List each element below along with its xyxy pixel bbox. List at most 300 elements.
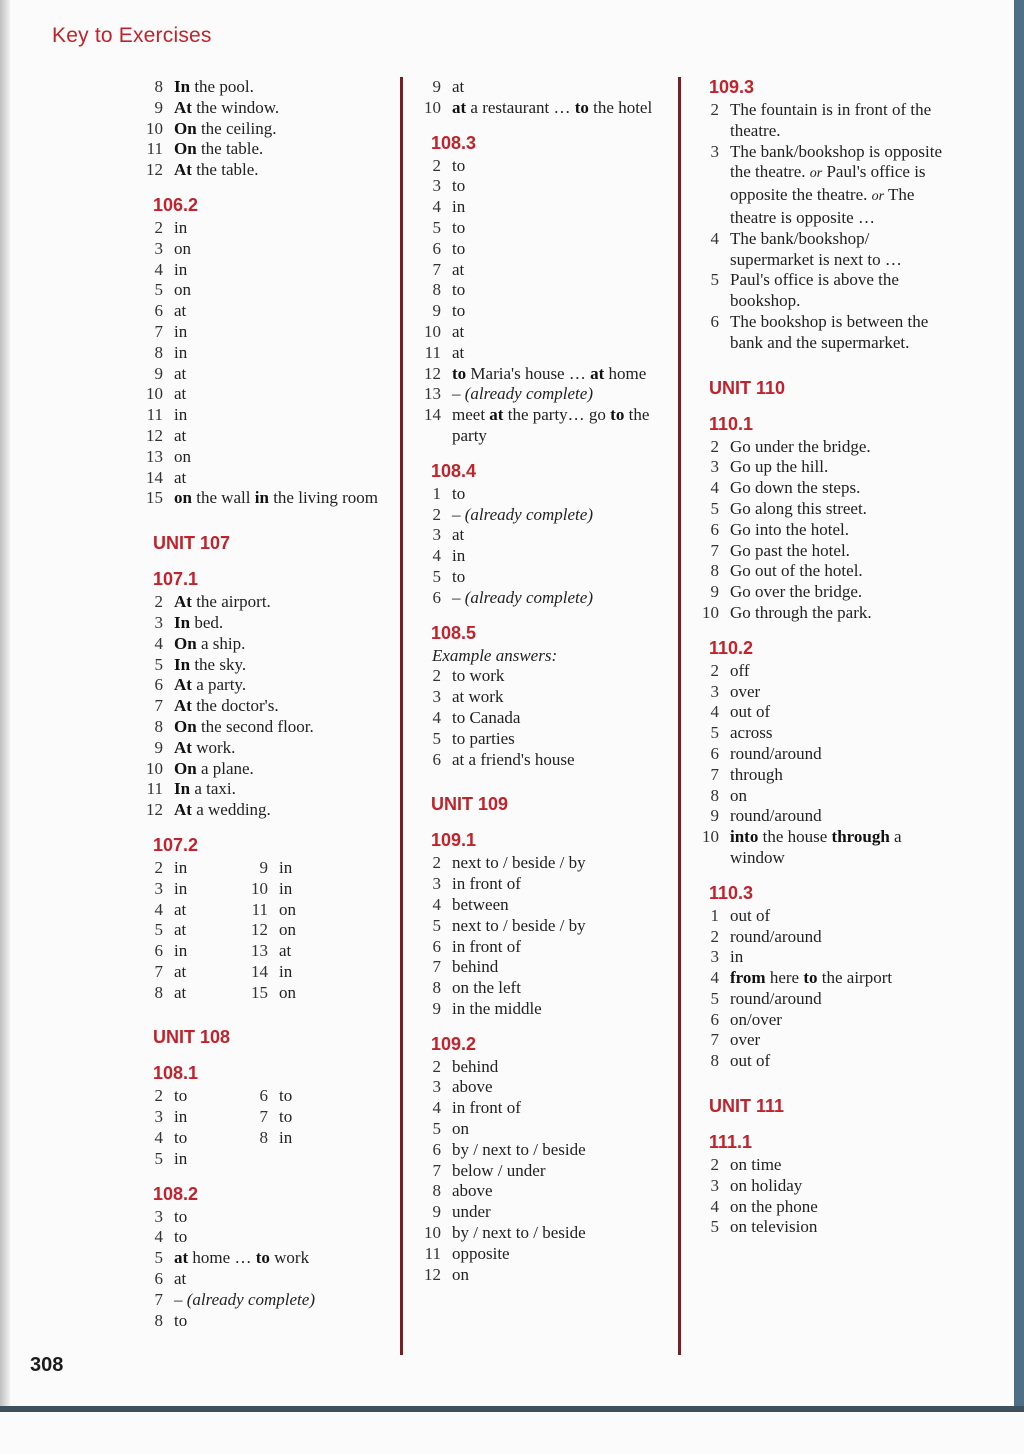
answer-text: to [452,280,466,300]
answer-number: 4 [154,633,163,653]
exercise-heading-108-1: 108.1 [153,1063,199,1084]
exercise-heading-109-2: 109.2 [431,1033,477,1054]
answer-text: at work [452,687,504,707]
answer-number: 2 [154,592,163,612]
answer-text: a ship. [196,633,246,653]
answer-item [140,468,390,489]
answer-number: 14 [251,961,268,981]
answer-item [696,229,951,271]
answer-text: round/around [730,988,822,1008]
answer-number: 4 [710,1196,719,1216]
answer-text: the airport [817,968,893,988]
answer-text: at [174,363,187,383]
answer-item [140,592,390,613]
exercise-heading-108-3: 108.3 [431,132,477,153]
answer-text: to [174,1310,188,1330]
answer-text: to [174,1206,188,1226]
answer-item [418,1077,668,1098]
answer-number: 7 [432,259,441,279]
answer-text: in front of [452,874,521,894]
answer-number: 3 [710,457,719,477]
answer-number: 14 [146,467,163,487]
answer-item [140,343,390,364]
answer-item [418,484,668,505]
answer-item [418,999,668,1020]
answer-number: 4 [710,478,719,498]
answer-text: at [279,941,292,961]
answer-item [245,1086,350,1107]
unit-heading-111: UNIT 111 [709,1096,785,1117]
answer-text: – [174,1289,187,1309]
answer-text: on holiday [730,1175,803,1195]
answer-number: 8 [710,1051,719,1071]
answer-text: to Canada [452,707,521,727]
answer-number: 6 [432,587,441,607]
answer-text: behind [452,1056,499,1076]
answer-item [140,696,390,717]
answer-item [418,156,668,177]
answer-text: a party. [191,675,247,695]
answer-number: 13 [146,446,163,466]
answer-item [140,1086,245,1107]
answer-list [418,666,668,770]
answer-text: the sky. [190,654,247,674]
answer-number: 6 [710,1009,719,1029]
answer-list [418,77,668,119]
answer-item [418,280,668,301]
answer-text: at [174,425,187,445]
answer-item [418,1140,668,1161]
answer-item [418,750,668,771]
answer-text: – [452,587,465,607]
answer-list [696,906,951,1072]
answer-keyword: to [803,968,818,988]
answer-text: through [730,764,783,784]
answer-item [696,947,951,968]
example-answers-label: Example answers: [432,645,558,665]
unit-heading-108: UNIT 108 [153,1027,231,1048]
exercise-heading-107-1: 107.1 [153,569,199,590]
answer-text: in [279,1128,293,1148]
answer-number: 7 [154,321,163,341]
answer-item [418,978,668,999]
answer-keyword: On [174,139,197,159]
answer-text: on [174,446,191,466]
answer-number: 3 [154,612,163,632]
answer-item [418,176,668,197]
answer-number: 2 [432,853,441,873]
answer-keyword: in [254,488,269,508]
answer-text: in [279,961,293,981]
answer-item [140,77,390,98]
answer-item [418,384,668,405]
answer-text: in [452,546,466,566]
answer-text: in [174,259,188,279]
answer-item [418,1244,668,1265]
answer-keyword: to [452,363,467,383]
answer-item [140,1227,390,1248]
answer-item [245,900,350,921]
answer-text: at a friend's house [452,749,575,769]
answer-number: 8 [710,561,719,581]
answer-list [245,858,350,1004]
answer-item [696,582,951,603]
answer-keyword: At [174,737,192,757]
answer-text: above [452,1181,493,1201]
answer-text: above [452,1077,493,1097]
answer-text: the pool. [190,77,254,96]
answer-item [696,927,951,948]
answer-number: 7 [432,1160,441,1180]
answer-number: 8 [154,77,163,96]
answer-number: 10 [424,321,441,341]
answer-item [140,239,390,260]
answer-text: here [765,968,804,988]
answer-list [140,77,390,181]
answer-number: 8 [432,1181,441,1201]
answer-number: 2 [710,100,719,119]
answer-number: 3 [710,1175,719,1195]
answer-number: 5 [710,988,719,1008]
answer-list [696,437,951,624]
answer-item [418,322,668,343]
answer-text: work. [191,737,236,757]
answer-number: 7 [432,957,441,977]
answer-text: round/around [730,926,822,946]
answer-item [696,561,951,582]
answer-item [418,666,668,687]
answer-number: 8 [154,1310,163,1330]
answer-item [696,499,951,520]
answer-text: the window. [191,97,280,117]
answer-list [418,484,668,609]
answer-text: in front of [452,936,521,956]
answer-keyword: at [174,1248,189,1268]
answer-item [696,906,951,927]
answer-item [140,717,390,738]
answer-text: in the middle [452,998,542,1018]
answer-number: 4 [154,259,163,279]
answer-number: 2 [154,1086,163,1106]
answer-number: 7 [710,1030,719,1050]
answer-text: the table. [196,139,264,159]
answer-text: on [279,899,296,919]
answer-item [245,858,350,879]
answer-list [418,1057,668,1286]
answer-number: 1 [432,483,441,503]
answer-number: 4 [432,1098,441,1118]
answer-item [245,1107,350,1128]
answer-text: to [174,1227,188,1247]
answer-two-column-list [140,858,390,1004]
answer-column-1 [140,77,390,1331]
answer-number: 11 [424,1243,441,1263]
answer-text: next to / beside / by [452,915,586,935]
answer-item [140,364,390,385]
answer-item [696,702,951,723]
answer-note: (already complete) [186,1289,315,1309]
answer-number: 12 [424,363,441,383]
answer-number: 4 [432,894,441,914]
answer-number: 5 [710,498,719,518]
answer-number: 8 [259,1128,268,1148]
answer-number: 4 [154,899,163,919]
answer-text: by / next to / beside [452,1223,586,1243]
answer-number: 12 [251,920,268,940]
answer-keyword: to [574,97,589,117]
answer-number: 6 [154,941,163,961]
answer-keyword: In [174,779,191,799]
answer-item [696,1010,951,1031]
answer-number: 5 [154,1248,163,1268]
answer-two-column-list [140,1086,390,1169]
answer-text: in [174,321,188,341]
answer-text: Go under the bridge. [730,436,871,456]
answer-item [140,1207,390,1228]
answer-number: 8 [432,978,441,998]
answer-item [140,280,390,301]
answer-text: on [174,280,191,300]
answer-number: 8 [154,342,163,362]
answer-item [140,322,390,343]
answer-text: the table. [191,160,259,180]
answer-item [696,312,951,354]
answer-text: Paul's office is opposite the theatre. [730,162,926,205]
answer-item [418,937,668,958]
answer-number: 5 [432,915,441,935]
answer-text: to [452,483,466,503]
answer-text: a window [730,827,902,867]
answer-item [418,505,668,526]
exercise-heading-107-2: 107.2 [153,834,199,855]
answer-item [696,827,951,869]
answer-item [140,98,390,119]
answer-number: 4 [710,228,719,248]
answer-text: – [452,384,465,404]
answer-item [696,1051,951,1072]
answer-number: 5 [154,280,163,300]
column-divider-left [400,77,403,1355]
answer-text: on/over [730,1009,782,1029]
answer-item [696,786,951,807]
answer-item [418,1098,668,1119]
answer-item [140,920,245,941]
answer-number: 11 [146,779,163,799]
answer-number: 12 [146,800,163,820]
exercise-heading-106-2: 106.2 [153,194,199,215]
answer-keyword: at [489,405,504,425]
answer-item [696,457,951,478]
answer-number: 8 [154,716,163,736]
answer-text: the doctor's. [191,696,279,716]
exercise-heading-109-1: 109.1 [431,830,477,851]
answer-text: to [452,566,466,586]
answer-number: 3 [432,525,441,545]
answer-item [696,682,951,703]
answer-number: 3 [432,1077,441,1097]
answer-text: in [174,857,188,877]
answer-text: at [452,259,465,279]
answer-item [418,546,668,567]
answer-text: – [452,504,465,524]
answer-number: 3 [432,874,441,894]
answer-number: 6 [710,743,719,763]
answer-text: The fountain is in front of the theatre. [730,100,932,140]
answer-keyword: At [174,696,192,716]
answer-item [418,218,668,239]
answer-item [140,962,245,983]
answer-number: 12 [424,1264,441,1284]
answer-list [140,1207,390,1332]
unit-heading-107: UNIT 107 [153,533,231,554]
answer-keyword: On [174,118,197,138]
answer-number: 4 [432,197,441,217]
answer-item [696,723,951,744]
answer-item [140,1269,390,1290]
answer-text: out of [730,702,771,722]
answer-item [696,989,951,1010]
answer-note: (already complete) [464,384,593,404]
answer-number: 4 [432,707,441,727]
answer-item [140,139,390,160]
answer-item [696,661,951,682]
answer-number: 5 [154,1148,163,1168]
page-bottom-edge [0,1406,1024,1412]
answer-number: 7 [154,961,163,981]
answer-item [418,916,668,937]
answer-keyword: at [452,97,467,117]
answer-text: The bank/bookshop is opposite the theatre. [730,141,943,182]
answer-number: 15 [146,488,163,508]
answer-item [696,1155,951,1176]
answer-item [418,1265,668,1286]
answer-text: at [174,961,187,981]
answer-number: 5 [432,728,441,748]
answer-text: to work [452,666,505,686]
answer-item [418,874,668,895]
answer-number: 5 [432,217,441,237]
answer-item [696,270,951,312]
alternative-marker: or [809,166,823,182]
answer-text: on [174,238,191,258]
answer-number: 10 [146,118,163,138]
answer-number: 4 [432,546,441,566]
answer-text: on the phone [730,1196,818,1216]
column-divider-right [678,77,681,1355]
answer-item [140,447,390,468]
page-number: 308 [30,1354,64,1376]
exercise-heading-108-4: 108.4 [431,460,477,481]
answer-text: over [730,681,761,701]
answer-number: 4 [710,968,719,988]
answer-text: in [174,217,188,237]
answer-number: 2 [154,857,163,877]
answer-list [696,100,951,354]
answer-text: to [279,1107,293,1127]
answer-number: 11 [424,342,441,362]
answer-number: 5 [710,723,719,743]
answer-keyword: On [174,758,197,778]
answer-number: 3 [710,947,719,967]
answer-text: to [452,301,466,321]
answer-number: 1 [710,905,719,925]
answer-item [140,1311,390,1332]
answer-text: out of [730,1051,771,1071]
answer-item [696,437,951,458]
answer-text: on television [730,1217,818,1237]
answer-text: at [174,467,187,487]
answer-item [418,567,668,588]
answer-text: round/around [730,743,822,763]
answer-text: on time [730,1155,782,1175]
answer-number: 10 [702,827,719,847]
answer-number: 4 [154,1128,163,1148]
answer-list [696,1155,951,1238]
answer-number: 8 [432,280,441,300]
answer-item [418,588,668,609]
answer-keyword: into [730,827,759,847]
answer-text: the hotel [588,97,653,117]
answer-item [696,1176,951,1197]
answer-number: 6 [432,1139,441,1159]
answer-list [140,1086,245,1169]
answer-number: 10 [424,1223,441,1243]
answer-keyword: through [831,827,890,847]
answer-number: 10 [702,602,719,622]
answer-number: 8 [710,785,719,805]
answer-text: at [174,384,187,404]
answer-text: off [730,660,750,680]
answer-item [245,983,350,1004]
answer-item [696,744,951,765]
answer-text: to [452,238,466,258]
answer-number: 2 [432,155,441,175]
answer-number: 9 [154,363,163,383]
answer-item [140,900,245,921]
answer-text: in [730,947,744,967]
answer-text: the airport. [191,592,271,612]
answer-item [418,1223,668,1244]
answer-item [418,1202,668,1223]
answer-keyword: In [174,612,191,632]
answer-list [245,1086,350,1148]
answer-text: the living room [268,488,379,508]
answer-item [245,920,350,941]
answer-text: in [174,342,188,362]
answer-number: 7 [710,764,719,784]
answer-number: 12 [146,160,163,180]
answer-item [140,488,390,509]
answer-number: 6 [154,675,163,695]
answer-item [140,779,390,800]
answer-number: 12 [146,425,163,445]
answer-number: 11 [146,405,163,425]
answer-keyword: At [174,592,192,612]
answer-item [418,301,668,322]
answer-text: at [452,77,465,96]
answer-item [245,941,350,962]
answer-text: at [174,301,187,321]
answer-keyword: At [174,160,192,180]
answer-keyword: on [174,488,192,508]
answer-text: the ceiling. [196,118,277,138]
answer-keyword: at [590,363,605,383]
answer-text: home … [188,1248,256,1268]
answer-text: out of [730,905,771,925]
answer-text: the wall [191,488,255,508]
answer-column-2 [418,77,668,1285]
answer-number: 2 [432,666,441,686]
